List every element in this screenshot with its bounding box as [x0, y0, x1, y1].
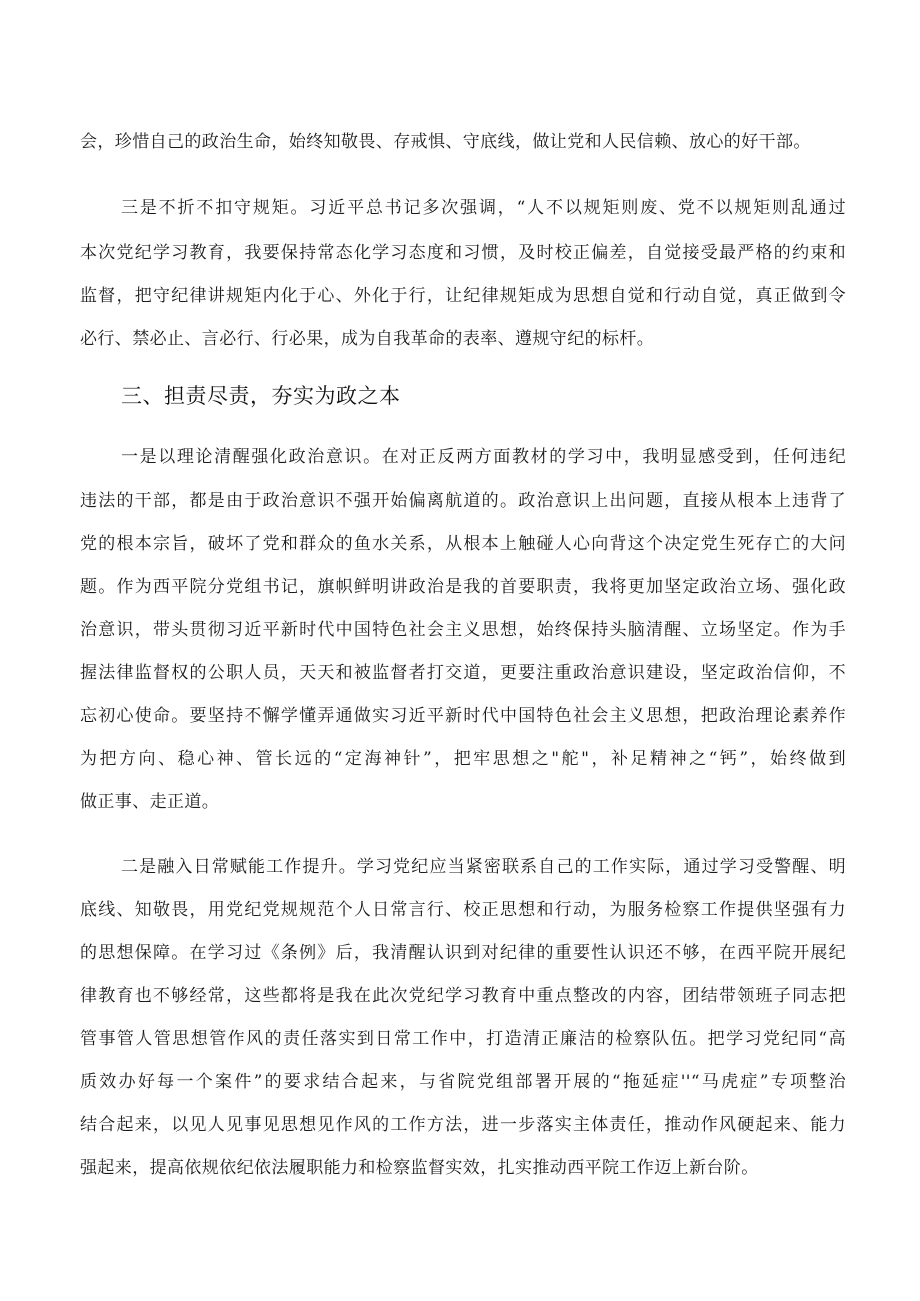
paragraph-line: 质效办好每一个案件”的要求结合起来，与省院党组部署开展的“拖延症''“马虎症”专项整治 [80, 1072, 846, 1092]
paragraph-line: 会，珍惜自己的政治生命，始终知敬畏、存戒惧、守底线，做让党和人民信赖、放心的好干部。 [80, 132, 811, 152]
paragraph-line: 律教育也不够经常，这些都将是我在此次党纪学习教育中重点整改的内容，团结带领班子同志把 [80, 986, 846, 1006]
paragraph-line: 三是不折不扣守规矩。习近平总书记多次强调，“人不以规矩则废、党不以规矩则乱通过 [121, 198, 846, 218]
paragraph-line: 管事管人管思想管作风的责任落实到日常工作中，打造清正廉洁的检察队伍。把学习党纪同“高 [80, 1029, 846, 1049]
section-heading: 三、担责尽责，夯实为政之本 [121, 384, 401, 408]
paragraph-line: 党的根本宗旨，破坏了党和群众的鱼水关系，从根本上触碰人心向背这个决定党生死存亡的大问 [80, 534, 846, 554]
paragraph-line: 底线、知敬畏，用党纪党规规范个人日常言行、校正思想和行动，为服务检察工作提供坚强有力 [80, 900, 846, 920]
paragraph-line: 本次党纪学习教育，我要保持常态化学习态度和习惯，及时校正偏差，自觉接受最严格的约束和 [80, 243, 846, 263]
paragraph-line: 做正事、走正道。 [80, 792, 220, 812]
paragraph-line: 握法律监督权的公职人员，天天和被监督者打交道，更要注重政治意识建设，坚定政治信仰，不 [80, 663, 846, 683]
paragraph-line: 题。作为西平院分党组书记，旗帜鲜明讲政治是我的首要职责，我将更加坚定政治立场、强化政 [80, 577, 846, 597]
paragraph-line: 二是融入日常赋能工作提升。学习党纪应当紧密联系自己的工作实际，通过学习受警醒、明 [121, 857, 846, 877]
paragraph-line: 必行、禁必止、言必行、行必果，成为自我革命的表率、遵规守纪的标杆。 [80, 329, 655, 349]
paragraph-line: 为把方向、稳心神、管长远的“定海神针”，把牢思想之"舵"，补足精神之“钙”，始终做到 [80, 749, 846, 769]
paragraph-line: 的思想保障。在学习过《条例》后，我清醒认识到对纪律的重要性认识还不够，在西平院开展纪 [80, 943, 846, 963]
paragraph-line: 一是以理论清醒强化政治意识。在对正反两方面教材的学习中，我明显感受到，任何违纪 [121, 447, 846, 467]
paragraph-line: 违法的干部，都是由于政治意识不强开始偏离航道的。政治意识上出问题，直接从根本上违背了 [80, 491, 846, 511]
paragraph-line: 结合起来，以见人见事见思想见作风的工作方法，进一步落实主体责任，推动作风硬起来、能力 [80, 1115, 846, 1135]
paragraph-line: 治意识，带头贯彻习近平新时代中国特色社会主义思想，始终保持头脑清醒、立场坚定。作为手 [80, 620, 846, 640]
paragraph-line: 忘初心使命。要坚持不懈学懂弄通做实习近平新时代中国特色社会主义思想，把政治理论素养作 [80, 706, 846, 726]
paragraph-line: 强起来，提高依规依纪依法履职能力和检察监督实效，扎实推动西平院工作迈上新台阶。 [80, 1158, 759, 1178]
paragraph-line: 监督，把守纪律讲规矩内化于心、外化于行，让纪律规矩成为思想自觉和行动自觉，真正做到令 [80, 286, 846, 306]
